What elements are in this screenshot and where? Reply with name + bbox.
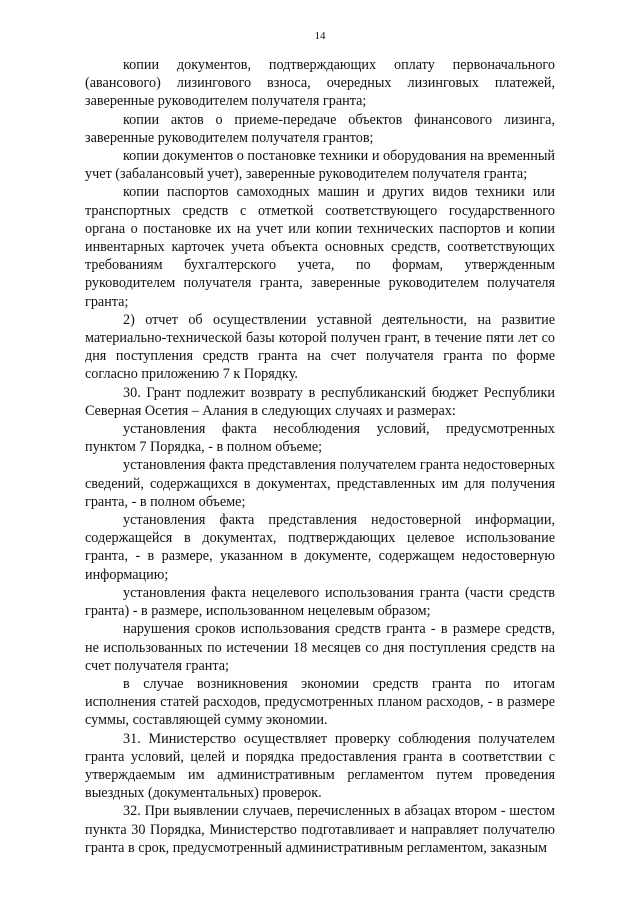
paragraph-3: копии документов о постановке техники и оборудования на временный учет (забалансовый учет), заверенные руководителем получателя гранта; <box>85 148 555 183</box>
paragraph-14: 32. При выявлении случаев, перечисленных в абзацах втором - шестом пункта 30 Порядка, Министерство подготавливает и направляет получателю гранта в срок, предусмотренный административным регламентом, заказным <box>85 803 555 856</box>
paragraph-11: нарушения сроков использования средств гранта - в размере средств, не использованных по истечении 18 месяцев со дня поступления средств на счет получателя гранта; <box>85 621 555 674</box>
paragraph-6: 30. Грант подлежит возврату в республиканский бюджет Республики Северная Осетия – Алания в следующих случаях и размерах: <box>85 384 555 419</box>
paragraph-9: установления факта представления недостоверной информации, содержащейся в документах, подтверждающих целевое использование гранта, - в размере, указанном в документе, содержащем недостоверную информацию; <box>85 512 555 583</box>
page-number: 14 <box>314 30 326 42</box>
paragraph-8: установления факта представления получателем гранта недостоверных сведений, содержащихся в документах, представленных им для получения гранта, - в полном объеме; <box>85 457 555 510</box>
paragraph-10: установления факта нецелевого использования гранта (части средств гранта) - в размере, использованном нецелевым образом; <box>85 584 555 620</box>
paragraph-4: копии паспортов самоходных машин и других видов техники или транспортных средств с отметкой соответствующего государственного органа о постановке их на учет или копии технических паспортов и копии инвентарных карточек учета объекта основных средств, соответствующих требованиям бухгалтерского учета, по формам, утвержденным руководителем получателя гранта, заверенные руководителем получателя гранта; <box>85 184 555 310</box>
paragraph-2: копии актов о приеме-передаче объектов финансового лизинга, заверенные руководителем получателя грантов; <box>85 111 555 146</box>
paragraph-7: установления факта несоблюдения условий, предусмотренных пунктом 7 Порядка, - в полном объеме; <box>85 421 555 456</box>
paragraph-1: копии документов, подтверждающих оплату первоначального (авансового) лизингового взноса, очередных лизинговых платежей, заверенные руководителем получателя гранта; <box>85 57 555 110</box>
paragraph-13: 31. Министерство осуществляет проверку соблюдения получателем гранта условий, целей и порядка предоставления гранта в соответствии с утверждаемым им административным регламентом путем проведения выездных (документальных) проверок. <box>85 730 555 802</box>
paragraph-5: 2) отчет об осуществлении уставной деятельности, на развитие материально-технической базы которой получен грант, в течение пяти лет со дня поступления средств гранта на счет получателя гранта по форме согласно приложению 7 к Порядку. <box>85 311 555 383</box>
document-body <box>85 56 555 857</box>
paragraph-12: в случае возникновения экономии средств гранта по итогам исполнения статей расходов, предусмотренных планом расходов, - в размере суммы, составляющей сумму экономии. <box>85 675 555 729</box>
